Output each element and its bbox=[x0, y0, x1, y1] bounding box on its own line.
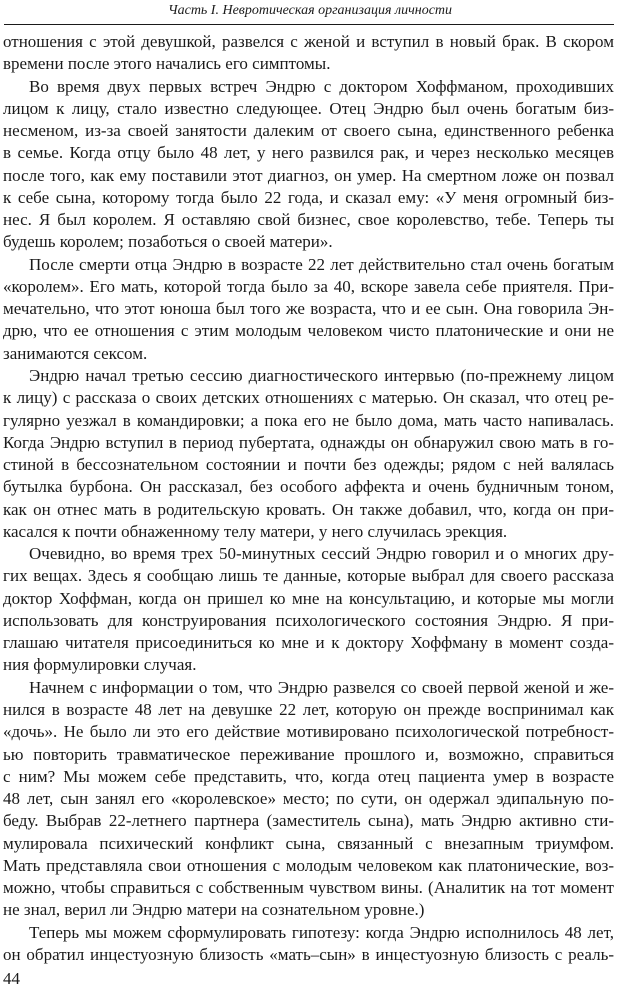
text-line: ния формулировки случая. bbox=[3, 655, 197, 675]
text-line: Когда Эндрю вступил в период пубертата, однажды он обнаружил свою мать в го- bbox=[3, 432, 614, 452]
text-line: После смерти отца Эндрю в возрасте 22 лет действительно стал очень богатым bbox=[29, 254, 614, 274]
text-line: 48 лет, сын занял его «королевское» место; по сути, он одержал эдипальную по- bbox=[3, 789, 614, 809]
page-number: 44 bbox=[3, 969, 20, 988]
paragraph bbox=[3, 76, 614, 254]
text-line: Начнем с информации о том, что Эндрю развелся со своей первой женой и же- bbox=[29, 677, 614, 697]
text-line: беду. Выбрав 22-летнего партнера (заместитель сына), мать Эндрю активно сти- bbox=[3, 811, 614, 831]
text-line: Эндрю начал третью сессию диагностического интервью (по-прежнему лицом bbox=[29, 365, 614, 385]
text-line: несменом, из-за своей занятости далеким от своего сына, единственного ребенка bbox=[3, 121, 614, 141]
paragraph bbox=[3, 365, 614, 543]
text-line: «дочь». Не было ли это его действие мотивировано психологической потребност- bbox=[3, 722, 614, 742]
text-line: лицом к лицу, стало известно следующее. Отец Эндрю был очень богатым биз- bbox=[3, 98, 614, 118]
text-line: глашаю читателя присоединиться ко мне и к доктору Хоффману в момент созда- bbox=[3, 633, 614, 653]
text-line: Теперь мы можем сформулировать гипотезу: когда Эндрю исполнилось 48 лет, bbox=[29, 922, 614, 942]
text-line: ью повторить травматическое переживание прошлого и, возможно, справиться bbox=[3, 744, 614, 764]
text-line: как он отнес мать в родительскую кровать. Он также добавил, что, когда он при- bbox=[3, 499, 614, 519]
text-line: с ним? Мы можем себе представить, что, когда отец пациента умер в возрасте bbox=[3, 766, 614, 786]
text-line: дрю, что ее отношения с этим молодым человеком чисто платонические и они не bbox=[3, 321, 614, 341]
text-line: бутылка бурбона. Он рассказал, без особого аффекта и очень будничным тоном, bbox=[3, 477, 614, 497]
text-line: отношения с этой девушкой, развелся с женой и вступил в новый брак. В скором bbox=[3, 32, 614, 51]
paragraph bbox=[3, 254, 614, 365]
text-line: к себе сына, которому тогда было 22 года, и сказал ему: «У меня огромный биз- bbox=[3, 187, 614, 207]
text-line: нес. Я был королем. Я оставляю свой бизнес, свое королевство, тебе. Теперь ты bbox=[3, 210, 614, 230]
paragraph bbox=[3, 922, 614, 967]
paragraph bbox=[3, 31, 614, 76]
paragraph bbox=[3, 543, 614, 677]
text-line: времени после этого начались его симптомы. bbox=[3, 54, 331, 74]
text-line: к лицу) с рассказа о своих детских отношениях с матерью. Он сказал, что отец ре- bbox=[3, 388, 614, 408]
running-head: Часть I. Невротическая организация личности bbox=[167, 3, 453, 18]
text-line: после того, как ему поставили этот диагноз, он умер. На смертном ложе он позвал bbox=[3, 165, 614, 185]
text-line: в семье. Когда отцу было 48 лет, у него развился рак, и через несколько месяцев bbox=[3, 143, 614, 163]
text-line: Очевидно, во время трех 50-минутных сессий Эндрю говорил и о многих дру- bbox=[29, 544, 614, 564]
paragraph bbox=[3, 677, 614, 922]
header-rule bbox=[4, 24, 614, 25]
text-line: гулярно уезжал в командировки; а пока его не было дома, мать часто напивалась. bbox=[3, 410, 614, 430]
text-line: он обратил инцестуозную близость «мать–сын» в инцестуозную близость с реаль- bbox=[3, 944, 614, 964]
text-line: использовать для конструирования психологического состояния Эндрю. Я при- bbox=[3, 610, 614, 630]
body-text bbox=[3, 31, 614, 966]
text-line: занимаются сексом. bbox=[3, 343, 148, 363]
text-line: стиной в бессознательном состоянии и почти без одежды; рядом с ней валялась bbox=[3, 455, 614, 475]
text-line: Мать представляла свои отношения с молодым человеком как платонические, воз- bbox=[3, 855, 614, 875]
text-line: «королем». Его мать, которой тогда было за 40, вскоре завела себе приятеля. При- bbox=[3, 276, 614, 296]
text-line: доктор Хоффман, когда он пришел ко мне на консультацию, и которые мы могли bbox=[3, 588, 614, 608]
text-line: можно, чтобы справиться с собственным чувством вины. (Аналитик на тот момент bbox=[3, 878, 614, 898]
text-line: гих вещах. Здесь я сообщаю лишь те данные, которые выбрал для своего рассказа bbox=[3, 566, 614, 586]
text-line: будешь королем; позаботься о своей матери». bbox=[3, 232, 333, 252]
text-line: Во время двух первых встреч Эндрю с доктором Хоффманом, проходивших bbox=[29, 76, 614, 96]
text-line: нился в возрасте 48 лет на девушке 22 лет, которую он прежде воспринимал как bbox=[3, 699, 614, 719]
text-line: не знал, верил ли Эндрю матери на сознательном уровне.) bbox=[3, 900, 425, 920]
text-line: мулировала психический конфликт сына, связанный с внезапным триумфом. bbox=[3, 833, 614, 853]
text-line: мечательно, что этот юноша был того же возраста, что и ее сын. Она говорила Эн- bbox=[3, 299, 614, 319]
text-line: касался к почти обнаженному телу матери, у него случилась эрекция. bbox=[3, 521, 508, 541]
